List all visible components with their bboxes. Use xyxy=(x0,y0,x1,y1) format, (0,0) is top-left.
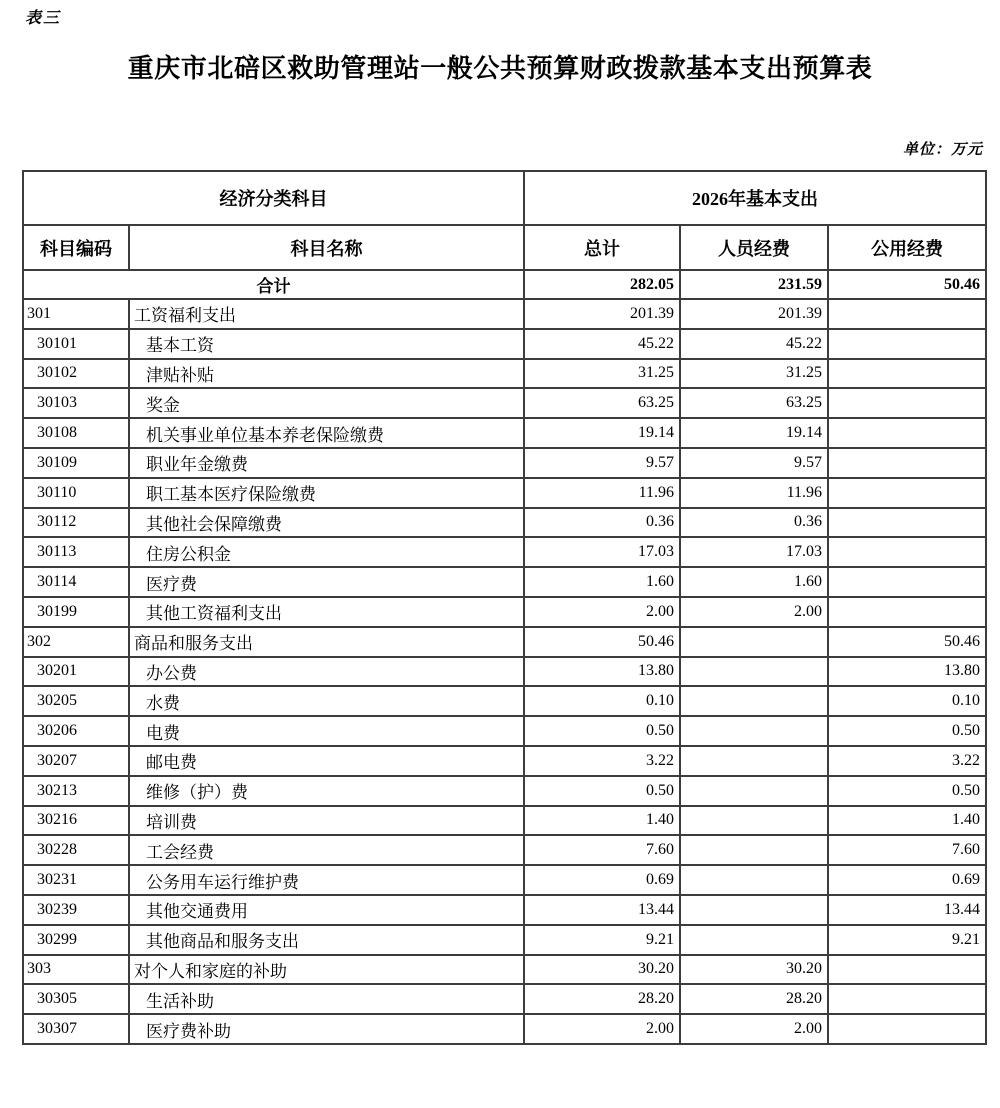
subject-name-cell: 电费 xyxy=(129,716,524,746)
public-funds-cell xyxy=(828,478,986,508)
subject-code-cell: 30205 xyxy=(23,686,129,716)
table-row xyxy=(23,299,986,329)
subject-code-cell: 30108 xyxy=(23,418,129,448)
personnel-funds-cell xyxy=(680,835,828,865)
personnel-funds-cell: 2.00 xyxy=(680,1014,828,1044)
table-row xyxy=(23,984,986,1014)
subject-name-cell: 工会经费 xyxy=(129,835,524,865)
personnel-funds-cell: 9.57 xyxy=(680,448,828,478)
personnel-funds-cell xyxy=(680,776,828,806)
personnel-funds-cell xyxy=(680,746,828,776)
subject-name-cell: 奖金 xyxy=(129,388,524,418)
subject-code-cell: 30239 xyxy=(23,895,129,925)
grand-total-row xyxy=(23,270,986,299)
subject-code-cell: 30102 xyxy=(23,359,129,389)
table-row xyxy=(23,359,986,389)
total-cell: 1.60 xyxy=(524,567,680,597)
public-funds-cell xyxy=(828,508,986,538)
table-row xyxy=(23,508,986,538)
personnel-funds-cell: 2.00 xyxy=(680,597,828,627)
budget-table xyxy=(22,170,987,1045)
public-funds-cell: 50.46 xyxy=(828,627,986,657)
group-header-row xyxy=(23,171,986,225)
total-cell: 17.03 xyxy=(524,537,680,567)
subject-code-cell: 30206 xyxy=(23,716,129,746)
total-cell: 28.20 xyxy=(524,984,680,1014)
subject-name-cell: 住房公积金 xyxy=(129,537,524,567)
public-funds-cell xyxy=(828,448,986,478)
public-funds-cell: 0.50 xyxy=(828,776,986,806)
subject-code-cell: 30114 xyxy=(23,567,129,597)
table-row xyxy=(23,835,986,865)
personnel-funds-cell: 30.20 xyxy=(680,955,828,985)
group-header-economic-classification: 经济分类科目 xyxy=(23,171,524,225)
subject-name-cell: 公务用车运行维护费 xyxy=(129,865,524,895)
table-sequence-label: 表三 xyxy=(25,10,62,27)
table-row xyxy=(23,537,986,567)
public-funds-cell xyxy=(828,537,986,567)
subject-code-cell: 30216 xyxy=(23,806,129,836)
total-cell: 0.36 xyxy=(524,508,680,538)
table-row xyxy=(23,597,986,627)
personnel-funds-cell: 1.60 xyxy=(680,567,828,597)
table-row xyxy=(23,478,986,508)
subject-code-cell: 30103 xyxy=(23,388,129,418)
table-row xyxy=(23,1014,986,1044)
total-cell: 3.22 xyxy=(524,746,680,776)
grand-total-total-cell: 282.05 xyxy=(524,270,680,299)
subject-code-cell: 30109 xyxy=(23,448,129,478)
personnel-funds-cell: 63.25 xyxy=(680,388,828,418)
total-cell: 63.25 xyxy=(524,388,680,418)
table-row xyxy=(23,925,986,955)
subject-code-cell: 30207 xyxy=(23,746,129,776)
personnel-funds-cell xyxy=(680,657,828,687)
subject-code-cell: 30101 xyxy=(23,329,129,359)
table-row xyxy=(23,686,986,716)
table-row xyxy=(23,567,986,597)
subject-code-cell: 302 xyxy=(23,627,129,657)
personnel-funds-cell xyxy=(680,627,828,657)
table-row xyxy=(23,895,986,925)
total-cell: 13.80 xyxy=(524,657,680,687)
total-cell: 7.60 xyxy=(524,835,680,865)
table-row xyxy=(23,627,986,657)
column-header-row xyxy=(23,225,986,270)
public-funds-cell: 13.44 xyxy=(828,895,986,925)
subject-name-cell: 其他商品和服务支出 xyxy=(129,925,524,955)
personnel-funds-cell: 28.20 xyxy=(680,984,828,1014)
total-cell: 19.14 xyxy=(524,418,680,448)
subject-name-cell: 邮电费 xyxy=(129,746,524,776)
subject-code-cell: 30112 xyxy=(23,508,129,538)
subject-code-cell: 301 xyxy=(23,299,129,329)
table-row xyxy=(23,865,986,895)
table-row xyxy=(23,448,986,478)
subject-name-cell: 机关事业单位基本养老保险缴费 xyxy=(129,418,524,448)
total-cell: 1.40 xyxy=(524,806,680,836)
subject-name-cell: 其他社会保障缴费 xyxy=(129,508,524,538)
subject-code-cell: 30110 xyxy=(23,478,129,508)
personnel-funds-cell xyxy=(680,865,828,895)
subject-code-cell: 30299 xyxy=(23,925,129,955)
personnel-funds-cell: 19.14 xyxy=(680,418,828,448)
public-funds-cell xyxy=(828,567,986,597)
public-funds-cell xyxy=(828,597,986,627)
table-row xyxy=(23,418,986,448)
column-header-total: 总计 xyxy=(524,225,680,270)
unit-note: 单位：万元 xyxy=(902,142,983,158)
subject-name-cell: 工资福利支出 xyxy=(129,299,524,329)
total-cell: 0.10 xyxy=(524,686,680,716)
public-funds-cell: 0.69 xyxy=(828,865,986,895)
subject-name-cell: 培训费 xyxy=(129,806,524,836)
total-cell: 31.25 xyxy=(524,359,680,389)
column-header-subject-code: 科目编码 xyxy=(23,225,129,270)
public-funds-cell: 0.50 xyxy=(828,716,986,746)
group-header-basic-expenditure: 2026年基本支出 xyxy=(524,171,986,225)
personnel-funds-cell: 31.25 xyxy=(680,359,828,389)
personnel-funds-cell xyxy=(680,925,828,955)
personnel-funds-cell: 11.96 xyxy=(680,478,828,508)
table-row xyxy=(23,329,986,359)
table-row xyxy=(23,388,986,418)
public-funds-cell xyxy=(828,984,986,1014)
public-funds-cell: 7.60 xyxy=(828,835,986,865)
grand-total-label: 合计 xyxy=(23,270,524,299)
subject-name-cell: 医疗费补助 xyxy=(129,1014,524,1044)
public-funds-cell: 0.10 xyxy=(828,686,986,716)
total-cell: 0.50 xyxy=(524,776,680,806)
subject-name-cell: 其他交通费用 xyxy=(129,895,524,925)
subject-code-cell: 30201 xyxy=(23,657,129,687)
table-row xyxy=(23,776,986,806)
subject-name-cell: 办公费 xyxy=(129,657,524,687)
total-cell: 9.21 xyxy=(524,925,680,955)
total-cell: 45.22 xyxy=(524,329,680,359)
subject-name-cell: 其他工资福利支出 xyxy=(129,597,524,627)
subject-code-cell: 30213 xyxy=(23,776,129,806)
personnel-funds-cell: 0.36 xyxy=(680,508,828,538)
table-row xyxy=(23,746,986,776)
subject-name-cell: 津贴补贴 xyxy=(129,359,524,389)
public-funds-cell xyxy=(828,329,986,359)
column-header-public-funds: 公用经费 xyxy=(828,225,986,270)
subject-name-cell: 医疗费 xyxy=(129,567,524,597)
total-cell: 0.69 xyxy=(524,865,680,895)
table-row xyxy=(23,955,986,985)
public-funds-cell xyxy=(828,299,986,329)
public-funds-cell: 9.21 xyxy=(828,925,986,955)
table-row xyxy=(23,716,986,746)
total-cell: 201.39 xyxy=(524,299,680,329)
column-header-subject-name: 科目名称 xyxy=(129,225,524,270)
subject-code-cell: 30228 xyxy=(23,835,129,865)
public-funds-cell xyxy=(828,1014,986,1044)
table-row xyxy=(23,657,986,687)
total-cell: 13.44 xyxy=(524,895,680,925)
personnel-funds-cell xyxy=(680,686,828,716)
subject-code-cell: 30305 xyxy=(23,984,129,1014)
personnel-funds-cell: 201.39 xyxy=(680,299,828,329)
grand-total-public-cell: 50.46 xyxy=(828,270,986,299)
public-funds-cell xyxy=(828,359,986,389)
total-cell: 50.46 xyxy=(524,627,680,657)
total-cell: 2.00 xyxy=(524,1014,680,1044)
personnel-funds-cell xyxy=(680,806,828,836)
public-funds-cell: 3.22 xyxy=(828,746,986,776)
subject-name-cell: 基本工资 xyxy=(129,329,524,359)
public-funds-cell xyxy=(828,955,986,985)
subject-name-cell: 职业年金缴费 xyxy=(129,448,524,478)
total-cell: 11.96 xyxy=(524,478,680,508)
personnel-funds-cell xyxy=(680,716,828,746)
subject-code-cell: 303 xyxy=(23,955,129,985)
public-funds-cell xyxy=(828,418,986,448)
subject-name-cell: 对个人和家庭的补助 xyxy=(129,955,524,985)
subject-code-cell: 30231 xyxy=(23,865,129,895)
public-funds-cell xyxy=(828,388,986,418)
subject-name-cell: 生活补助 xyxy=(129,984,524,1014)
personnel-funds-cell: 17.03 xyxy=(680,537,828,567)
subject-name-cell: 维修（护）费 xyxy=(129,776,524,806)
personnel-funds-cell: 45.22 xyxy=(680,329,828,359)
subject-name-cell: 水费 xyxy=(129,686,524,716)
subject-code-cell: 30307 xyxy=(23,1014,129,1044)
subject-name-cell: 职工基本医疗保险缴费 xyxy=(129,478,524,508)
total-cell: 0.50 xyxy=(524,716,680,746)
subject-name-cell: 商品和服务支出 xyxy=(129,627,524,657)
public-funds-cell: 13.80 xyxy=(828,657,986,687)
public-funds-cell: 1.40 xyxy=(828,806,986,836)
personnel-funds-cell xyxy=(680,895,828,925)
total-cell: 9.57 xyxy=(524,448,680,478)
subject-code-cell: 30199 xyxy=(23,597,129,627)
total-cell: 30.20 xyxy=(524,955,680,985)
table-row xyxy=(23,806,986,836)
total-cell: 2.00 xyxy=(524,597,680,627)
subject-code-cell: 30113 xyxy=(23,537,129,567)
grand-total-personnel-cell: 231.59 xyxy=(680,270,828,299)
column-header-personnel-funds: 人员经费 xyxy=(680,225,828,270)
page-title: 重庆市北碚区救助管理站一般公共预算财政拨款基本支出预算表 xyxy=(127,54,873,83)
